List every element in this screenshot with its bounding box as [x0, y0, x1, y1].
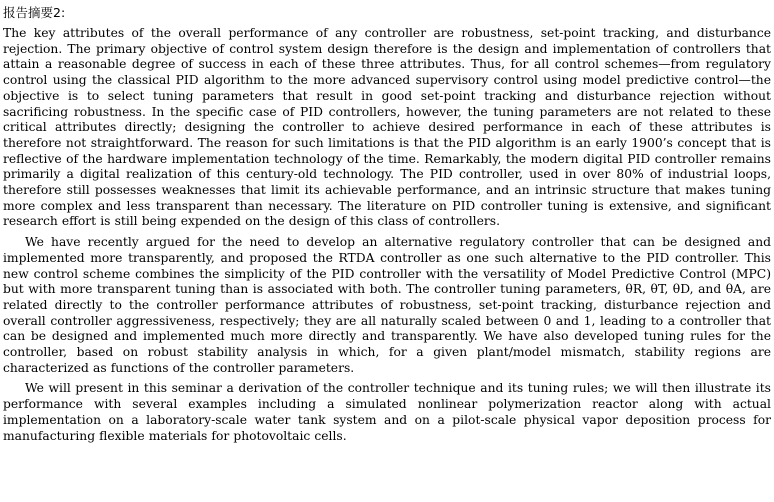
paragraph-2: We have recently argued for the need to develop an alternative regulatory controller that can be designed and implemented more transparently, and proposed the RTDA controller as one such alternative to the PID controller. This new control scheme combines the simplicity of the PID controller with the versatility of Model Predictive Control (MPC) but with more transparent tuning than is associated with both. The controller tuning parameters, θR, θT, θD, and θA, are related directly to the controller performance attributes of robustness, set-point tracking, disturbance rejection and overall controller aggressiveness, respectively; they are all naturally scaled between 0 and 1, leading to a controller that can be designed and implemented much more directly and transparently. We have also developed tuning rules for the controller, based on robust stability analysis in which, for a given plant/model mismatch, stability regions are characterized as functions of the controller parameters. [3, 235, 771, 375]
paragraph-1: The key attributes of the overall performance of any controller are robustness, set-point tracking, and disturbance rejection. The primary objective of control system design therefore is the design and implementation of controllers that attain a reasonable degree of success in each of these three attributes. Thus, for all control schemes—from regulatory control using the classical PID algorithm to the more advanced supervisory control using model predictive control—the objective is to select tuning parameters that result in good set-point tracking and disturbance rejection without sacrificing robustness. In the specific case of PID controllers, however, the tuning parameters are not related to these critical attributes directly; designing the controller to achieve desired performance in each of these attributes is therefore not straightforward. The reason for such limitations is that the PID algorithm is an early 1900’s concept that is reflective of the hardware implementation technology of the time. Remarkably, the modern digital PID controller remains primarily a digital realization of this century-old technology. The PID controller, used in over 80% of industrial loops, therefore still possesses weaknesses that limit its achievable performance, and an intrinsic structure that makes tuning more complex and less transparent than necessary. The literature on PID controller tuning is extensive, and significant research effort is still being expended on the design of this class of controllers. [3, 26, 771, 229]
paragraph-3: We will present in this seminar a derivation of the controller technique and its tuning rules; we will then illustrate its performance with several examples including a simulated nonlinear polymerization reactor along with actual implementation on a laboratory-scale water tank system and on a pilot-scale physical vapor deposition process for manufacturing flexible materials for photovoltaic cells. [3, 381, 771, 443]
abstract-heading: 报告摘要2: [3, 5, 66, 20]
report-abstract [3, 4, 771, 444]
